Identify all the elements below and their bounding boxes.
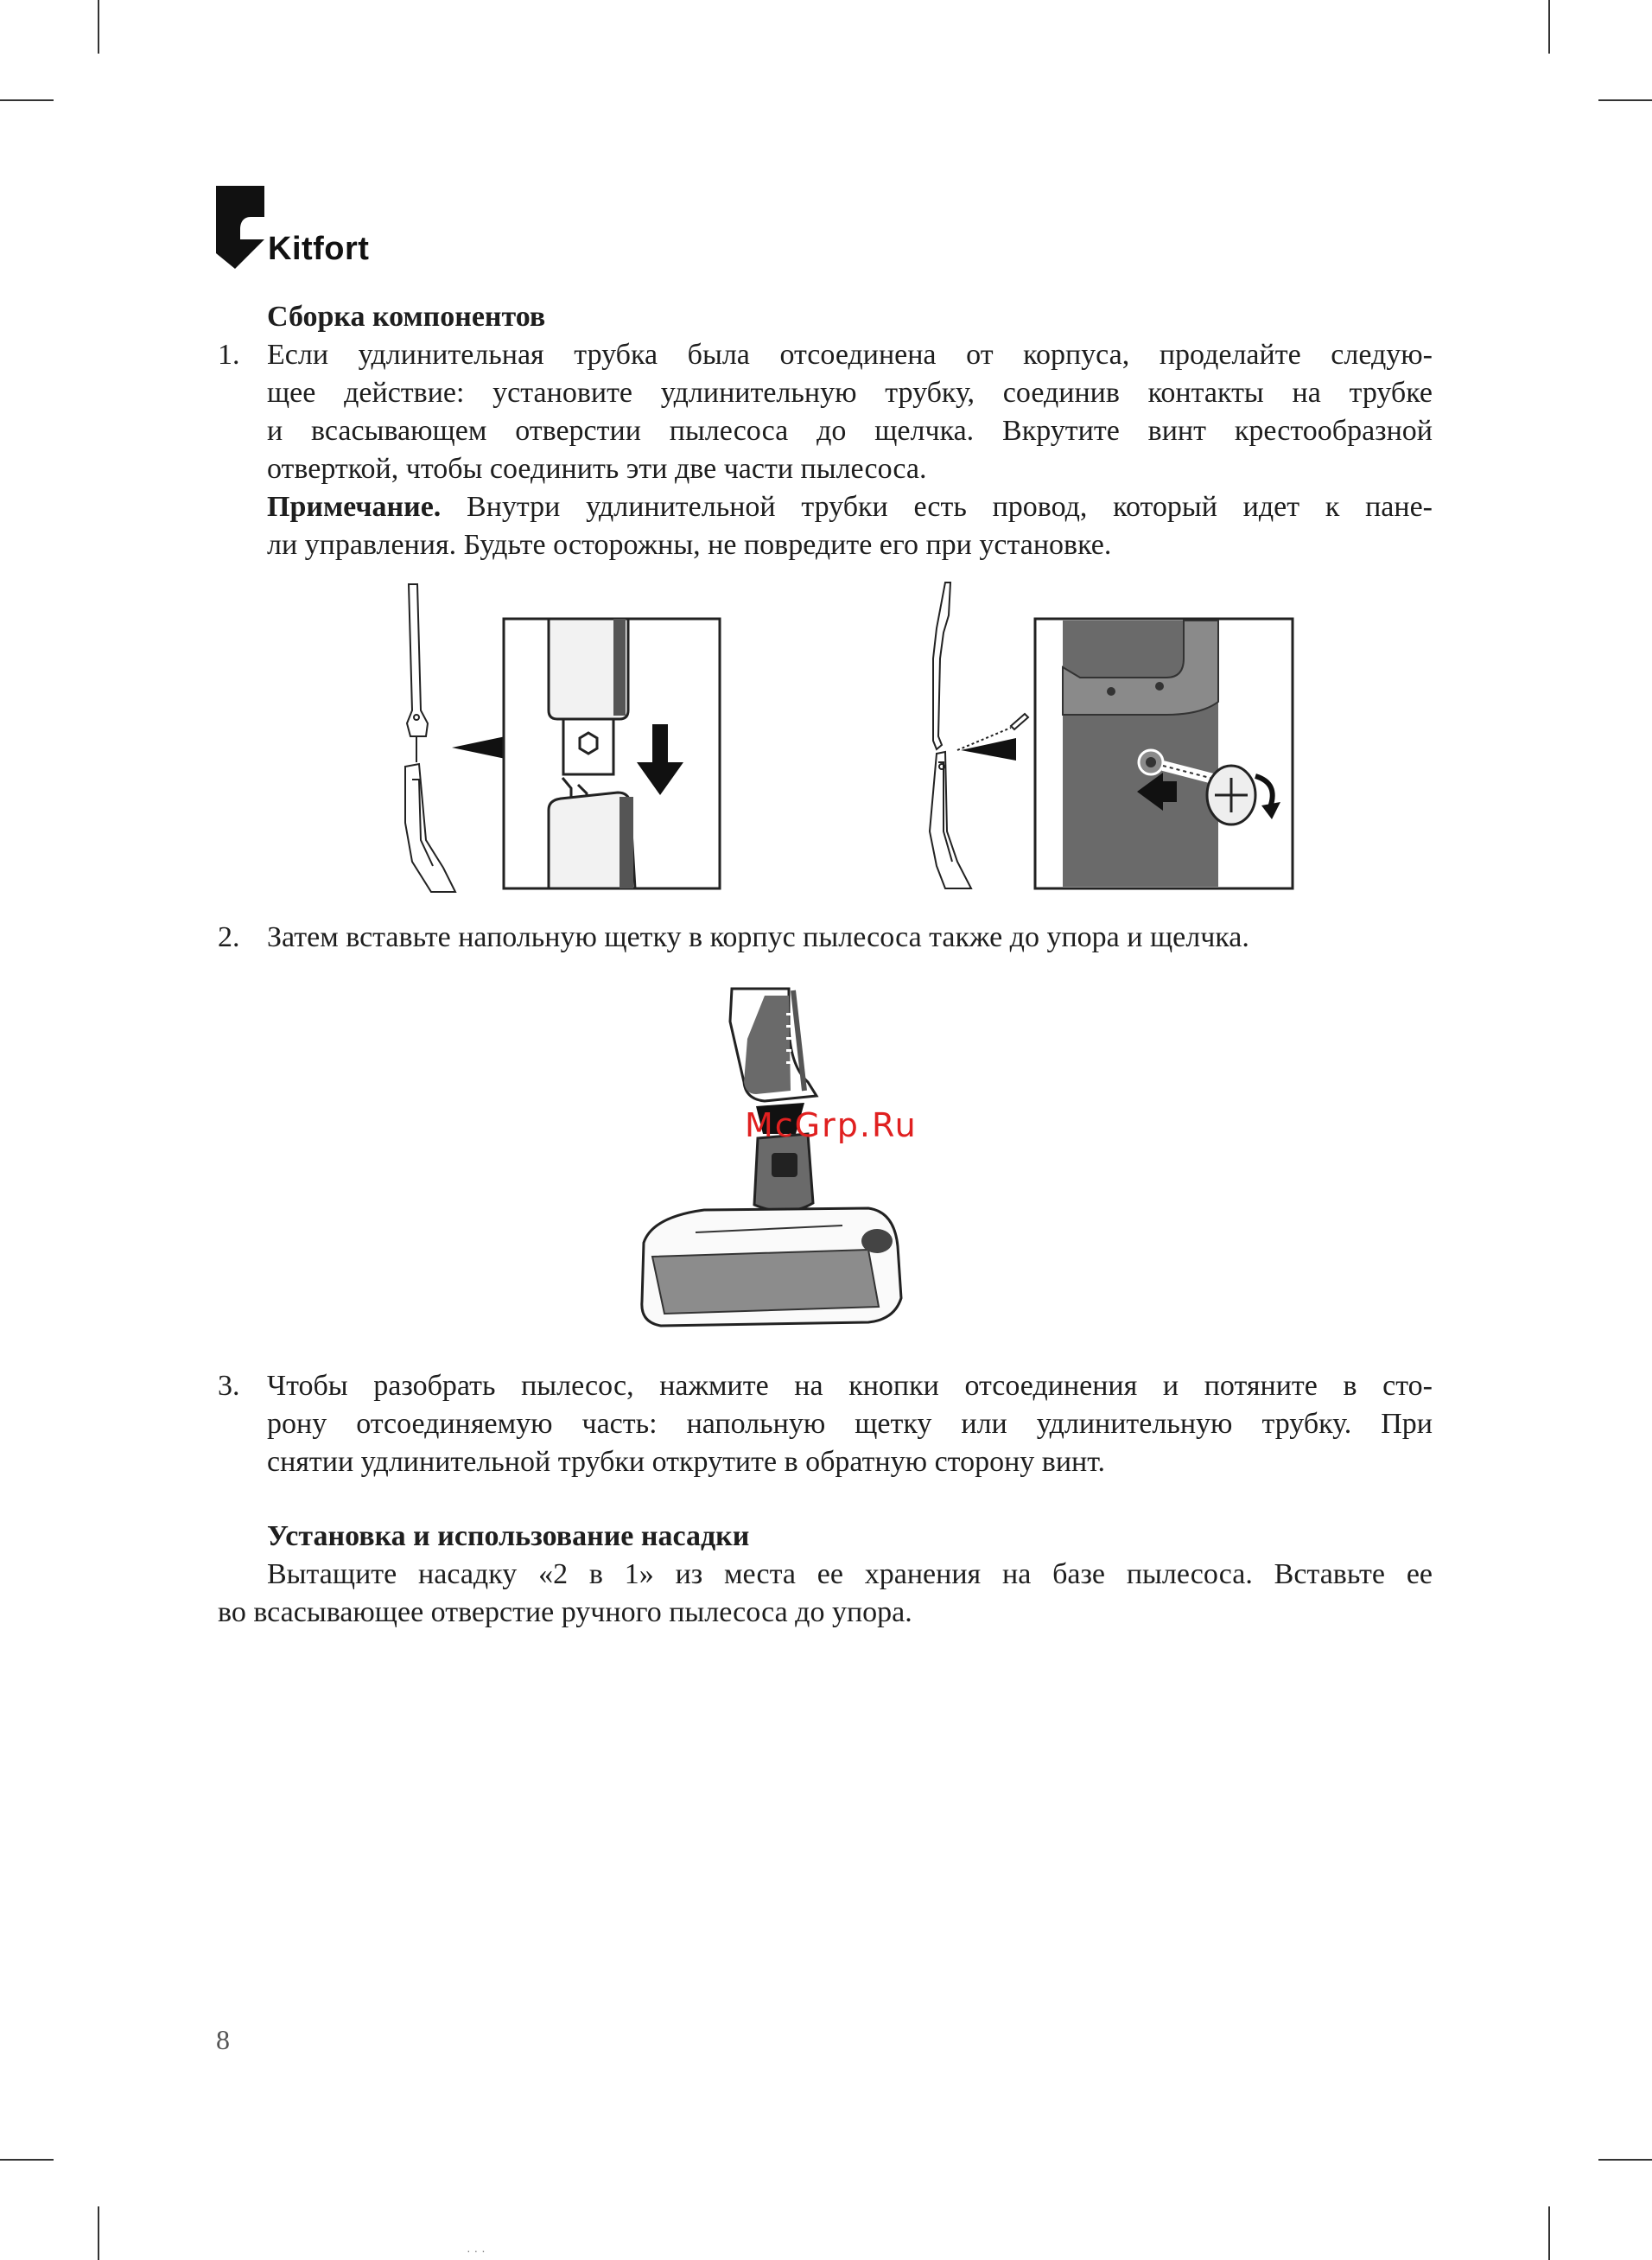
figure-tube-attach	[393, 581, 721, 894]
list-item-2-text: Затем вставьте напольную щетку в корпус пылесоса также до упора и щелчка.	[267, 921, 1249, 953]
watermark: McGrp.Ru	[745, 1106, 918, 1144]
note-label: Примечание.	[267, 491, 442, 523]
kitfort-logo	[216, 186, 389, 272]
crop-mark	[1548, 2206, 1550, 2260]
section-heading-assembly: Сборка компонентов	[267, 301, 546, 333]
text-line: ли управления. Будьте осторожны, не повредите его при установке.	[267, 529, 1112, 561]
section-2-paragraph	[218, 1556, 1433, 1632]
list-item-3-text	[267, 1367, 1433, 1481]
text-line: рону отсоединяемую часть: напольную щетку или удлинительную трубку. При	[267, 1408, 1433, 1440]
text-line: снятии удлинительной трубки открутите в обратную сторону винт.	[267, 1446, 1106, 1478]
crop-mark	[1598, 2159, 1652, 2161]
figure-screw-fix	[907, 581, 1296, 894]
list-number: 1.	[218, 339, 240, 371]
brand-name: Kitfort	[268, 231, 370, 267]
list-number: 3.	[218, 1370, 240, 1402]
list-item-1-text	[267, 336, 1433, 564]
text-line: Чтобы разобрать пылесос, нажмите на кнопки отсоединения и потяните в сто-	[267, 1370, 1433, 1402]
crop-mark	[98, 2206, 99, 2260]
text-line: щее действие: установите удлинительную трубку, соединив контакты на трубке	[267, 377, 1433, 409]
crop-mark	[0, 2159, 54, 2161]
text-line: Если удлинительная трубка была отсоединена от корпуса, проделайте следую-	[267, 339, 1433, 371]
figure-floor-brush	[635, 987, 912, 1341]
kitfort-logo-mark-icon	[216, 186, 264, 269]
text-line: отверткой, чтобы соединить эти две части пылесоса.	[267, 453, 927, 485]
crop-mark	[1598, 99, 1652, 101]
crop-mark	[98, 0, 99, 54]
list-number: 2.	[218, 921, 240, 953]
note-line	[267, 488, 1433, 526]
crop-mark	[0, 99, 54, 101]
text-line: во всасывающее отверстие ручного пылесоса до упора.	[218, 1596, 912, 1628]
text-line: Вытащите насадку «2 в 1» из места ее хранения на базе пылесоса. Вставьте ее	[267, 1558, 1433, 1590]
section-heading-attachment: Установка и использование насадки	[267, 1520, 750, 1552]
crop-mark	[1548, 0, 1550, 54]
note-text: Внутри удлинительной трубки есть провод, который идет к пане-	[441, 491, 1433, 523]
footer-noise: · · ·	[467, 2244, 486, 2257]
page-number: 8	[216, 2024, 230, 2055]
text-line: и всасывающем отверстии пылесоса до щелчка. Вкрутите винт крестообразной	[267, 415, 1433, 447]
